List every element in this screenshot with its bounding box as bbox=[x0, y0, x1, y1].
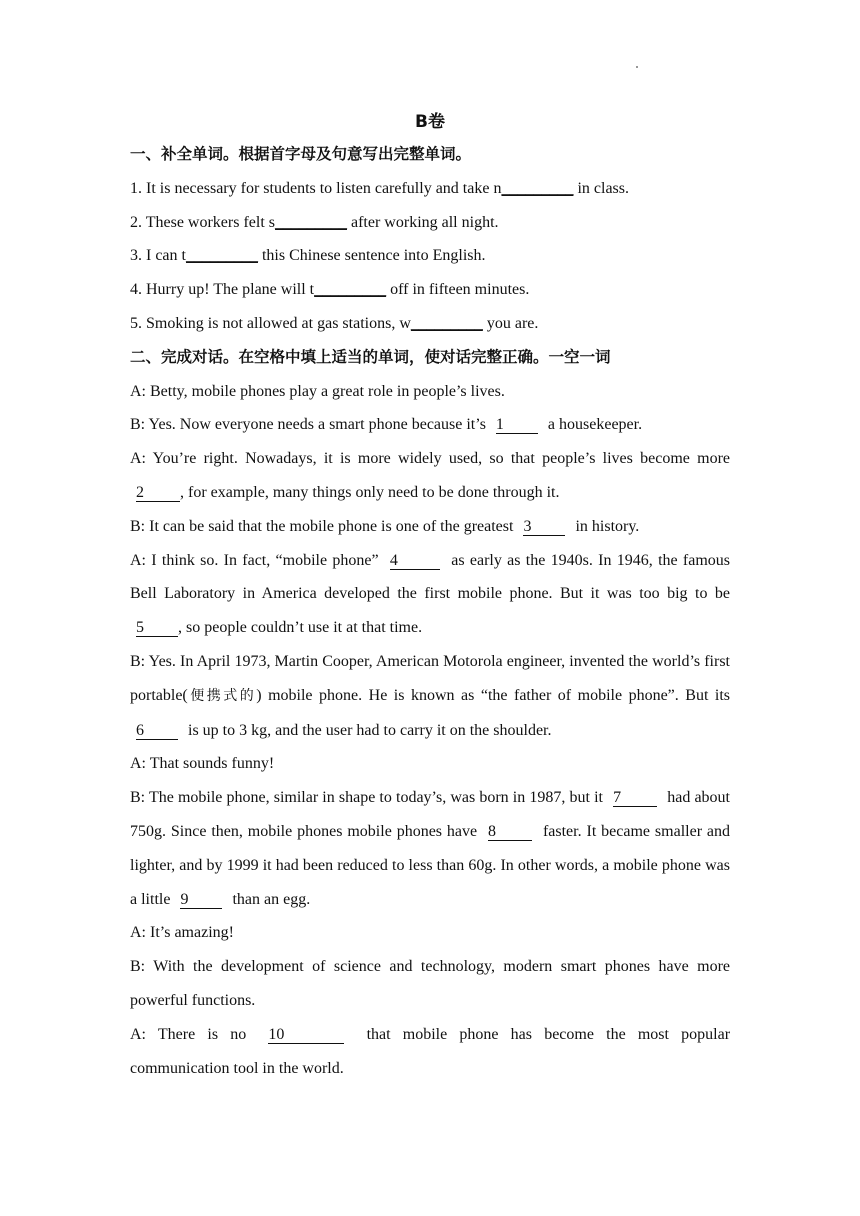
dialogue-line-1: A: Betty, mobile phones play a great role in people’s lives. bbox=[130, 382, 505, 400]
answer-blank: _________ bbox=[410, 314, 483, 332]
dialogue-line-9: A: It’s amazing! bbox=[130, 924, 234, 942]
question-1: 1. It is necessary for students to listen carefully and take n_________ in class. bbox=[130, 172, 730, 206]
dialogue-line-5: A: I think so. In fact, “mobile phone” 4 as early as the 1940s. In 1946, the famous Bell Laboratory in America developed the first mobile phone. But it was too big to be 5 , so people couldn’t use it at that time. bbox=[130, 551, 731, 637]
numbered-blank-1: 1 bbox=[496, 416, 538, 434]
chinese-gloss: 便携式的 bbox=[187, 687, 257, 704]
question-3: 3. I can t_________ this Chinese sentence into English. bbox=[130, 239, 730, 273]
answer-blank: _________ bbox=[314, 281, 387, 299]
numbered-blank-5: 5 bbox=[136, 619, 178, 637]
corner-dot bbox=[636, 66, 638, 68]
dialogue-line-6: B: Yes. In April 1973, Martin Cooper, American Motorola engineer, invented the world’s first portable(便携式的) mobile phone. He is known as “the father of mobile phone”. But its 6 is up to 3 kg, and the user had to carry it on the shoulder. bbox=[130, 652, 731, 739]
answer-blank: _________ bbox=[501, 179, 574, 197]
numbered-blank-3: 3 bbox=[523, 518, 565, 536]
dialogue-line-4: B: It can be said that the mobile phone is one of the greatest 3 in history. bbox=[130, 517, 640, 535]
dialogue-line-3: A: You’re right. Nowadays, it is more widely used, so that people’s lives become more 2 , for example, many things only need to be done through it. bbox=[130, 450, 730, 501]
section-1-heading: 一、补全单词。根据首字母及句意写出完整单词。 bbox=[130, 145, 472, 163]
numbered-blank-9: 9 bbox=[180, 891, 222, 909]
numbered-blank-7: 7 bbox=[613, 789, 657, 807]
answer-blank: _________ bbox=[185, 247, 258, 265]
dialogue-line-10: B: With the development of science and technology, modern smart phones have more powerful functions. bbox=[130, 958, 730, 1009]
dialogue-line-7: A: That sounds funny! bbox=[130, 755, 275, 773]
numbered-blank-2: 2 bbox=[136, 484, 180, 502]
numbered-blank-4: 4 bbox=[390, 552, 440, 570]
numbered-blank-8: 8 bbox=[488, 823, 532, 841]
document-content bbox=[130, 110, 730, 1085]
dialogue-line-11: A: There is no 10 that mobile phone has become the most popular communication tool in the world. bbox=[130, 1025, 731, 1077]
numbered-blank-10: 10 bbox=[268, 1026, 344, 1044]
dialogue-line-2: B: Yes. Now everyone needs a smart phone because it’s 1 a housekeeper. bbox=[130, 416, 643, 434]
question-5: 5. Smoking is not allowed at gas stations, w_________ you are. bbox=[130, 307, 730, 341]
answer-blank: _________ bbox=[275, 213, 347, 231]
question-4: 4. Hurry up! The plane will t_________ off in fifteen minutes. bbox=[130, 273, 730, 307]
numbered-blank-6: 6 bbox=[136, 722, 178, 740]
dialogue-line-8: B: The mobile phone, similar in shape to today’s, was born in 1987, but it 7 had about 750g. Since then, mobile phones mobile phones have 8 faster. It became smaller and lighter, and by 1999 it had been reduced to less than 60g. In other words, a mobile phone was a little 9 than an egg. bbox=[130, 789, 731, 908]
question-2: 2. These workers felt s_________ after working all night. bbox=[130, 206, 730, 240]
section-2-heading: 二、完成对话。在空格中填上适当的单词，使对话完整正确。一空一词 bbox=[130, 347, 611, 366]
page-title: B卷 bbox=[415, 112, 445, 132]
